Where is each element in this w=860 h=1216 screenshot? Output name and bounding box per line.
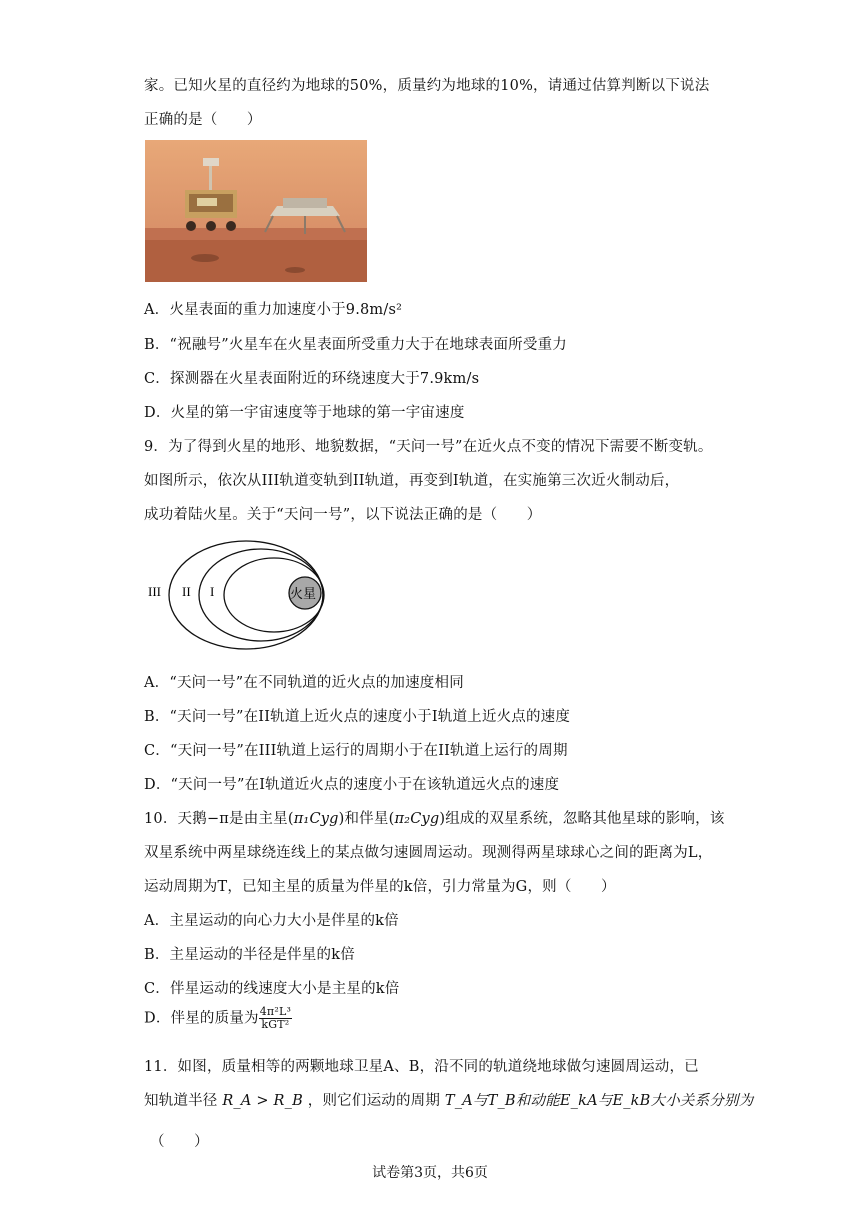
q10-line-1-c: 组成的双星系统，忽略其他星球的影响，该 xyxy=(445,811,725,827)
label-iii: III xyxy=(148,584,161,599)
q10-option-d xyxy=(144,1006,292,1031)
q10-option-a: A．主星运动的向心力大小是伴星的k倍 xyxy=(144,913,399,929)
q10-option-d-prefix: D．伴星的质量为 xyxy=(144,1010,259,1027)
q10-line-1-b: 和伴星 xyxy=(344,811,389,827)
q9-option-d: D．“天问一号”在I轨道近火点的速度小于在该轨道远火点的速度 xyxy=(144,777,560,793)
q9-option-c: C．“天问一号”在III轨道上运行的周期小于在II轨道上运行的周期 xyxy=(144,743,568,759)
fraction-numerator: 4π²L³ xyxy=(259,1005,292,1018)
intro-line-1: 家。已知火星的直径约为地球的50%，质量约为地球的10%，请通过估算判断以下说法 xyxy=(144,78,710,94)
mars-rover-photo xyxy=(145,140,367,282)
q10-option-b: B．主星运动的半径是伴星的k倍 xyxy=(144,947,355,963)
q11-line-2 xyxy=(144,1089,753,1110)
q10-line-3: 运动周期为T，已知主星的质量为伴星的k倍，引力常量为G，则（ ） xyxy=(144,879,616,895)
fraction-denominator: kGT² xyxy=(261,1018,290,1031)
q10-line-1-a: 10．天鹅−π是由主星 xyxy=(144,811,288,827)
mars-label: 火星 xyxy=(290,587,317,602)
q8-option-c: C．探测器在火星表面附近的环绕速度大于7.9km/s xyxy=(144,371,480,387)
orbit-diagram xyxy=(148,536,330,654)
q10-line-2: 双星系统中两星球绕连线上的某点做匀速圆周运动。现测得两星球球心之间的距离为L， xyxy=(144,845,713,861)
q8-option-d: D．火星的第一宇宙速度等于地球的第一宇宙速度 xyxy=(144,405,465,421)
mass-fraction xyxy=(259,1006,292,1031)
q11-radius-condition: R_A > R_B xyxy=(222,1093,303,1109)
q9-line-1: 9．为了得到火星的地形、地貌数据，“天问一号”在近火点不变的情况下需要不断变轨。 xyxy=(144,439,713,455)
q8-option-b: B．“祝融号”火星车在火星表面所受重力大于在地球表面所受重力 xyxy=(144,337,567,353)
q11-line-1: 11．如图，质量相等的两颗地球卫星A、B，沿不同的轨道绕地球做匀速圆周运动，已 xyxy=(144,1059,699,1075)
page-footer: 试卷第3页，共6页 xyxy=(372,1165,488,1181)
q11-line-3: （ ） xyxy=(150,1134,209,1150)
label-ii: II xyxy=(182,584,191,599)
intro-line-2: 正确的是（ ） xyxy=(144,112,262,128)
label-i: I xyxy=(210,584,215,599)
q9-option-b: B．“天问一号”在II轨道上近火点的速度小于I轨道上近火点的速度 xyxy=(144,709,571,725)
q10-line-1: 10．天鹅−π是由主星(π₁Cyg)和伴星(π₂Cyg)组成的双星系统，忽略其他星球的影响，该 xyxy=(144,811,725,827)
q10-star-1: π₁Cyg xyxy=(293,811,339,827)
q10-star-2: π₂Cyg xyxy=(394,811,440,827)
q11-line-2-b: ，则它们运动的周期 xyxy=(307,1093,441,1109)
q9-line-2: 如图所示，依次从III轨道变轨到II轨道，再变到I轨道，在实施第三次近火制动后， xyxy=(144,473,680,489)
q11-line-2-a: 知轨道半径 xyxy=(144,1093,218,1109)
q9-line-3: 成功着陆火星。关于“天问一号”，以下说法正确的是（ ） xyxy=(144,507,542,523)
q10-option-c: C．伴星运动的线速度大小是主星的k倍 xyxy=(144,981,400,997)
q8-option-a: A．火星表面的重力加速度小于9.8m/s² xyxy=(144,302,403,318)
q9-option-a: A．“天问一号”在不同轨道的近火点的加速度相同 xyxy=(144,675,464,691)
q11-line-2-c: T_A与T_B和动能E_kA与E_kB大小关系分别为 xyxy=(444,1093,754,1109)
